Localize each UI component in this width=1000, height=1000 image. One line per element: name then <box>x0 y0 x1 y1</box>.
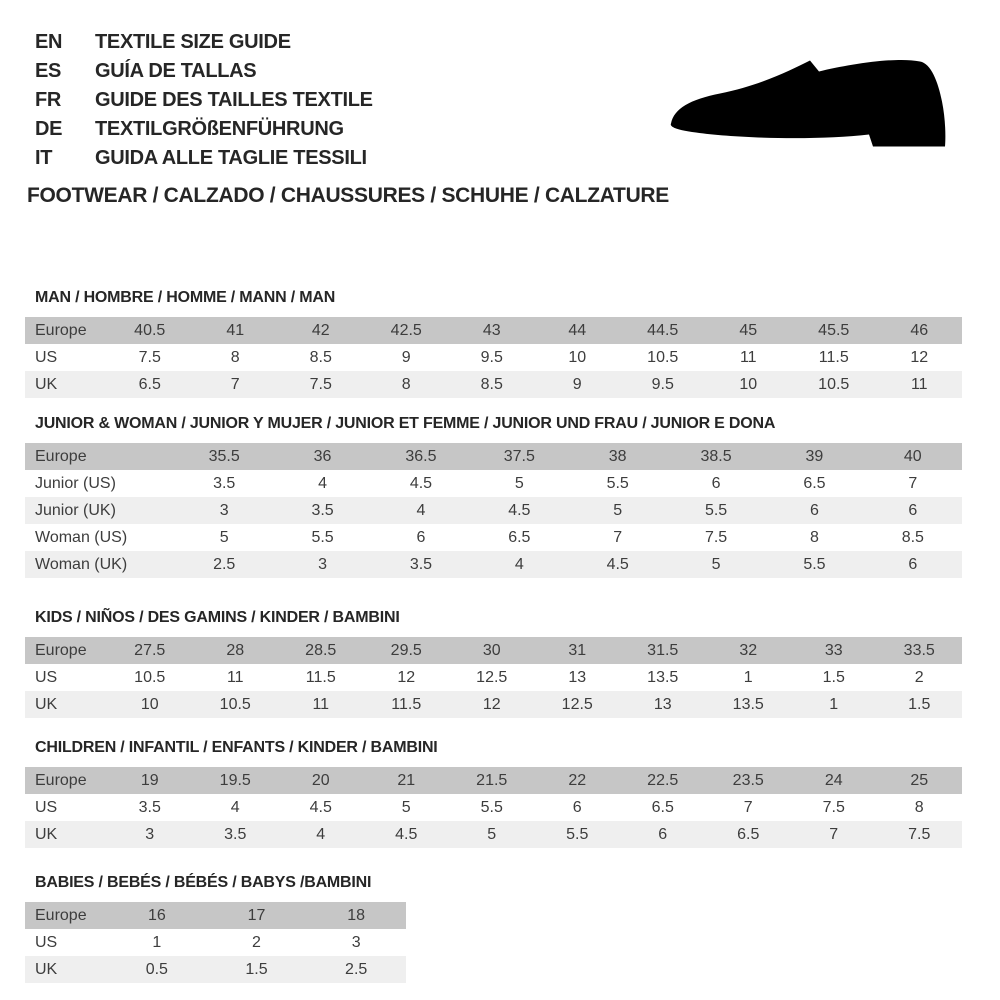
size-value: 10.5 <box>134 668 166 686</box>
table-row <box>25 551 962 578</box>
size-value: 32 <box>739 641 758 659</box>
size-value: 3.5 <box>409 555 433 573</box>
size-value: 39 <box>805 447 824 465</box>
size-value: 46 <box>910 321 929 339</box>
size-value: 5 <box>487 825 497 843</box>
table-row <box>25 664 962 691</box>
size-value: 4.5 <box>508 501 531 519</box>
size-value: 44 <box>568 321 587 339</box>
size-value: 8.5 <box>480 375 503 393</box>
size-value: 38 <box>608 447 627 465</box>
size-value: 4.5 <box>395 825 418 843</box>
size-value: 23.5 <box>732 771 764 789</box>
size-value: 1 <box>829 695 839 713</box>
size-value: 24 <box>824 771 843 789</box>
size-table <box>25 637 962 718</box>
size-value: 9 <box>401 348 411 366</box>
size-value: 5.5 <box>606 474 629 492</box>
size-table-section-kids <box>25 608 962 718</box>
size-value: 22.5 <box>647 771 679 789</box>
size-value: 10.5 <box>219 695 251 713</box>
size-value: 11 <box>739 348 757 366</box>
size-value: 36 <box>313 447 332 465</box>
size-value: 38.5 <box>700 447 732 465</box>
table-title: KIDS / NIÑOS / DES GAMINS / KINDER / BAMBINI <box>35 609 400 626</box>
size-value: 41 <box>226 321 245 339</box>
size-value: 25 <box>910 771 929 789</box>
size-value: 7 <box>908 474 918 492</box>
size-value: 4.5 <box>409 474 433 492</box>
row-label: Europe <box>35 906 87 924</box>
size-value: 33 <box>824 641 843 659</box>
size-value: 5.5 <box>803 555 826 573</box>
size-value: 5 <box>613 501 623 519</box>
size-value: 13 <box>653 695 672 713</box>
language-code: IT <box>35 147 53 169</box>
table-row <box>25 691 962 718</box>
table-title: MAN / HOMBRE / HOMME / MANN / MAN <box>35 289 336 306</box>
size-value: 10 <box>140 695 159 713</box>
row-label: Woman (UK) <box>35 555 128 573</box>
size-value: 12 <box>397 668 416 686</box>
size-value: 19 <box>140 771 159 789</box>
size-value: 12.5 <box>476 668 508 686</box>
size-value: 40 <box>903 447 922 465</box>
size-value: 12 <box>482 695 501 713</box>
size-value: 5.5 <box>480 798 503 816</box>
size-value: 13.5 <box>732 695 764 713</box>
size-value: 19.5 <box>219 771 251 789</box>
row-label: Junior (UK) <box>35 501 116 519</box>
size-value: 12 <box>910 348 929 366</box>
size-value: 13.5 <box>647 668 679 686</box>
size-table <box>25 767 962 848</box>
size-value: 8 <box>914 798 924 816</box>
size-value: 20 <box>311 771 330 789</box>
size-value: 17 <box>247 906 266 924</box>
size-table-section-children <box>25 738 962 848</box>
size-value: 3 <box>351 933 361 951</box>
size-value: 0.5 <box>145 960 168 978</box>
size-value: 1.5 <box>822 668 845 686</box>
size-value: 6 <box>908 555 918 573</box>
language-code: DE <box>35 118 63 140</box>
row-label: Woman (US) <box>35 528 128 546</box>
size-value: 8 <box>809 528 819 546</box>
table-row <box>25 317 962 344</box>
row-label: UK <box>35 825 58 843</box>
language-list <box>35 28 373 173</box>
size-value: 5 <box>711 555 721 573</box>
language-row <box>35 144 373 173</box>
size-value: 31 <box>568 641 587 659</box>
size-value: 10.5 <box>647 348 679 366</box>
row-label: US <box>35 668 58 686</box>
size-value: 8 <box>230 348 240 366</box>
size-value: 7.5 <box>309 375 332 393</box>
size-value: 3.5 <box>311 501 334 519</box>
shoe-icon <box>668 50 958 162</box>
size-value: 35.5 <box>208 447 240 465</box>
size-value: 5.5 <box>704 501 728 519</box>
size-value: 7 <box>829 825 839 843</box>
size-value: 4 <box>318 474 328 492</box>
row-label: UK <box>35 960 58 978</box>
size-table <box>25 443 962 578</box>
size-value: 8 <box>401 375 411 393</box>
size-value: 1 <box>152 933 162 951</box>
size-value: 9.5 <box>480 348 503 366</box>
size-value: 45.5 <box>818 321 850 339</box>
size-value: 21.5 <box>476 771 508 789</box>
language-title: GUIDA ALLE TAGLIE TESSILI <box>95 147 367 169</box>
size-value: 42.5 <box>390 321 422 339</box>
row-label: Junior (US) <box>35 474 116 492</box>
size-value: 12.5 <box>561 695 593 713</box>
size-value: 40.5 <box>134 321 166 339</box>
size-value: 28.5 <box>305 641 337 659</box>
size-value: 2 <box>914 668 924 686</box>
table-row <box>25 794 962 821</box>
language-title: GUÍA DE TALLAS <box>95 60 257 82</box>
size-value: 37.5 <box>503 447 535 465</box>
size-value: 9 <box>572 375 582 393</box>
table-row <box>25 497 962 524</box>
size-value: 18 <box>347 906 366 924</box>
size-value: 4.5 <box>606 555 629 573</box>
row-label: Europe <box>35 321 87 339</box>
size-value: 4 <box>416 501 426 519</box>
size-value: 10.5 <box>818 375 850 393</box>
size-value: 6.5 <box>737 825 760 843</box>
language-title: TEXTILGRÖßENFÜHRUNG <box>95 118 344 140</box>
table-row <box>25 443 962 470</box>
size-value: 43 <box>482 321 501 339</box>
size-value: 11.5 <box>818 348 849 366</box>
table-row <box>25 821 962 848</box>
size-value: 3 <box>145 825 155 843</box>
size-value: 1.5 <box>245 960 268 978</box>
size-value: 6.5 <box>651 798 674 816</box>
row-label: Europe <box>35 641 87 659</box>
size-value: 27.5 <box>134 641 166 659</box>
size-value: 11 <box>312 695 330 713</box>
size-value: 22 <box>568 771 587 789</box>
size-value: 6 <box>416 528 426 546</box>
row-label: Europe <box>35 447 87 465</box>
size-value: 5.5 <box>566 825 589 843</box>
size-value: 11 <box>226 668 244 686</box>
table-title: CHILDREN / INFANTIL / ENFANTS / KINDER / BAMBINI <box>35 739 438 756</box>
size-value: 4 <box>316 825 326 843</box>
size-value: 36.5 <box>405 447 437 465</box>
language-code: FR <box>35 89 62 111</box>
size-value: 7.5 <box>908 825 931 843</box>
size-table <box>25 317 962 398</box>
size-value: 16 <box>147 906 166 924</box>
size-value: 31.5 <box>647 641 679 659</box>
size-value: 21 <box>397 771 416 789</box>
size-value: 7.5 <box>138 348 161 366</box>
size-table-section-junior-woman <box>25 414 962 578</box>
size-value: 44.5 <box>647 321 679 339</box>
size-value: 3.5 <box>213 474 236 492</box>
size-value: 5 <box>401 798 411 816</box>
size-value: 10 <box>568 348 587 366</box>
table-row <box>25 956 406 983</box>
size-value: 6.5 <box>803 474 826 492</box>
table-row <box>25 344 962 371</box>
size-value: 5 <box>514 474 524 492</box>
size-value: 2.5 <box>345 960 368 978</box>
size-value: 42 <box>311 321 330 339</box>
size-value: 2 <box>252 933 261 951</box>
size-value: 28 <box>226 641 245 659</box>
size-value: 7.5 <box>704 528 728 546</box>
language-row <box>35 115 373 144</box>
table-row <box>25 929 406 956</box>
row-label: US <box>35 933 58 951</box>
size-value: 6 <box>809 501 819 519</box>
size-value: 4 <box>514 555 524 573</box>
size-value: 7 <box>743 798 753 816</box>
size-value: 3 <box>318 555 328 573</box>
table-row <box>25 902 406 929</box>
size-value: 11.5 <box>391 695 422 713</box>
table-row <box>25 637 962 664</box>
category-heading: FOOTWEAR / CALZADO / CHAUSSURES / SCHUHE / CALZATURE <box>27 184 670 207</box>
size-value: 6 <box>908 501 918 519</box>
language-row <box>35 86 373 115</box>
size-value: 3.5 <box>224 825 247 843</box>
table-row <box>25 470 962 497</box>
size-table-section-man <box>25 288 962 398</box>
size-value: 5.5 <box>311 528 334 546</box>
size-value: 7.5 <box>822 798 845 816</box>
row-label: UK <box>35 695 58 713</box>
size-value: 9.5 <box>651 375 674 393</box>
table-row <box>25 767 962 794</box>
size-value: 13 <box>568 668 587 686</box>
size-table-section-babies <box>25 873 406 983</box>
size-value: 6.5 <box>508 528 531 546</box>
language-title: TEXTILE SIZE GUIDE <box>95 31 291 53</box>
language-code: ES <box>35 60 62 82</box>
size-value: 2.5 <box>213 555 236 573</box>
size-value: 11 <box>910 375 928 393</box>
language-row <box>35 28 373 57</box>
size-value: 45 <box>739 321 758 339</box>
size-value: 7 <box>613 528 623 546</box>
size-value: 7 <box>230 375 240 393</box>
size-value: 10 <box>739 375 758 393</box>
size-value: 6 <box>658 825 668 843</box>
size-value: 4 <box>230 798 240 816</box>
size-value: 5 <box>219 528 229 546</box>
size-table <box>25 902 406 983</box>
size-value: 33.5 <box>903 641 935 659</box>
size-value: 11.5 <box>305 668 336 686</box>
size-value: 1.5 <box>908 695 931 713</box>
row-label: US <box>35 798 58 816</box>
size-value: 3.5 <box>138 798 161 816</box>
row-label: UK <box>35 375 58 393</box>
row-label: US <box>35 348 58 366</box>
size-value: 8.5 <box>309 348 332 366</box>
size-value: 30 <box>482 641 501 659</box>
row-label: Europe <box>35 771 87 789</box>
size-value: 29.5 <box>390 641 422 659</box>
language-code: EN <box>35 31 63 53</box>
size-value: 6 <box>711 474 721 492</box>
language-title: GUIDE DES TAILLES TEXTILE <box>95 89 373 111</box>
size-value: 4.5 <box>309 798 332 816</box>
table-title: JUNIOR & WOMAN / JUNIOR Y MUJER / JUNIOR ET FEMME / JUNIOR UND FRAU / JUNIOR E DONA <box>35 415 776 432</box>
size-value: 6.5 <box>138 375 161 393</box>
size-value: 1 <box>743 668 753 686</box>
table-row <box>25 524 962 551</box>
size-value: 6 <box>572 798 582 816</box>
language-row <box>35 57 373 86</box>
size-value: 3 <box>219 501 229 519</box>
table-title: BABIES / BEBÉS / BÉBÉS / BABYS /BAMBINI <box>35 874 372 891</box>
table-row <box>25 371 962 398</box>
size-value: 8.5 <box>901 528 924 546</box>
